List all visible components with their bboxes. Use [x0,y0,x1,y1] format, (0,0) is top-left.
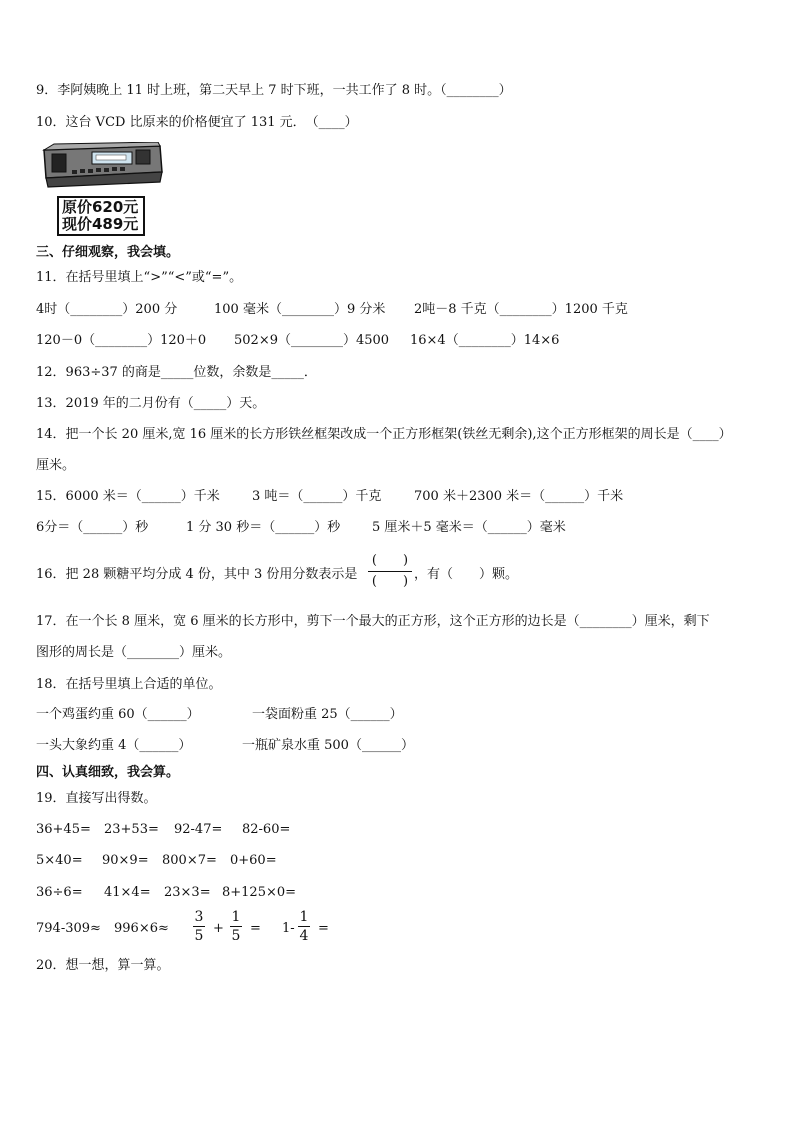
unit-item: 一个鸡蛋约重 60（______） [36,707,200,722]
question-18-row-2 [36,737,414,755]
question-17-line-2: 图形的周长是（________）厘米。 [36,645,232,660]
question-20: 20．想一想，算一算。 [36,958,170,973]
question-16-text: 16．把 28 颗糖平均分成 4 份，其中 3 份用分数表示是 [36,567,358,582]
calc-row [36,852,277,870]
calc-item: 41×4= [104,885,151,900]
blank-fraction [368,553,412,590]
question-17-line-1: 17．在一个长 8 厘米，宽 6 厘米的长方形中，剪下一个最大的正方形，这个正方形的边长是（________）厘米，剩下 [36,614,710,629]
calc-item: 5×40= [36,853,83,868]
fraction-denominator: 5 [231,928,241,944]
unit-item: 一瓶矿泉水重 500（______） [242,738,414,753]
unit-item: 一袋面粉重 25（______） [252,707,403,722]
compare-item: 4时（________）200 分 [36,302,178,317]
calc-item: 800×7= [162,853,217,868]
compare-item: 16×4（________）14×6 [410,333,560,348]
blank-denominator: ( ) [371,574,409,589]
one-minus: 1- [282,921,295,936]
fraction-bar [230,926,242,927]
plus-sign: + [213,921,224,936]
question-16-after: ，有（ ）颗。 [414,567,519,582]
unit-item: 一头大象约重 4（______） [36,738,192,753]
fraction-numerator: 1 [231,909,241,925]
question-15-row-2 [36,519,566,537]
current-price: 现价489元 [62,215,139,233]
calc-item: 36+45= [36,822,91,837]
question-13: 13．2019 年的二月份有（_____）天。 [36,396,266,411]
fraction-bar [298,926,310,927]
question-11-row-1 [36,301,628,319]
compare-item: 2吨－8 千克（________）1200 千克 [414,302,628,317]
fraction-bar [193,926,205,927]
vcd-player-image [40,142,164,188]
compare-item: 502×9（________）4500 [234,333,390,348]
question-10: 10．这台 VCD 比原来的价格便宜了 131 元． （____） [36,115,358,130]
conversion-item: 15．6000 米＝（______）千米 [36,489,220,504]
calc-item: 90×9= [102,853,149,868]
question-9: 9．李阿姨晚上 11 时上班，第二天早上 7 时下班，一共工作了 8 时。（________） [36,83,512,98]
original-price: 原价620元 [62,198,139,216]
blank-numerator: ( ) [371,553,409,568]
fraction-bar [368,571,412,572]
question-18: 18．在括号里填上合适的单位。 [36,677,222,692]
calc-row [36,884,296,902]
question-12: 12．963÷37 的商是_____位数，余数是_____． [36,365,317,380]
question-11: 11．在括号里填上“>”“<”或“=”。 [36,270,243,285]
compare-item: 100 毫米（________）9 分米 [214,302,386,317]
fraction [193,909,205,944]
conversion-item: 3 吨＝（______）千克 [252,489,382,504]
calc-item: 23+53= [104,822,159,837]
question-14-line-1: 14．把一个长 20 厘米,宽 16 厘米的长方形铁丝框架改成一个正方形框架(铁丝无剩余),这个正方形框架的周长是（____） [36,427,732,442]
conversion-item: 6分＝（______）秒 [36,520,149,535]
compare-item: 120－0（________）120＋0 [36,333,207,348]
question-15-row-1 [36,488,623,506]
fraction [298,909,310,944]
section-4-heading: 四、认真细致，我会算。 [36,765,180,780]
calc-item: 92-47= [174,822,223,837]
conversion-item: 5 厘米＋5 毫米＝（______）毫米 [372,520,566,535]
calc-item: 82-60= [242,822,291,837]
fraction-denominator: 4 [299,928,309,944]
fraction-numerator: 3 [194,909,204,925]
fraction [230,909,242,944]
fraction-denominator: 5 [194,928,204,944]
equals-sign: = [318,921,329,936]
fraction-numerator: 1 [299,909,309,925]
conversion-item: 700 米＋2300 米＝（______）千米 [414,489,624,504]
equals-sign: = [250,921,261,936]
estimate-item: 794-309≈ [36,921,101,936]
question-11-row-2 [36,332,559,350]
calc-row [36,821,290,839]
estimate-item: 996×6≈ [114,921,169,936]
price-box [57,196,145,236]
section-3-heading: 三、仔细观察，我会填。 [36,245,180,260]
calc-item: 0+60= [230,853,277,868]
calc-item: 8+125×0= [222,885,297,900]
question-19: 19．直接写出得数。 [36,791,157,806]
calc-item: 36÷6= [36,885,83,900]
question-14-line-2: 厘米。 [36,458,76,473]
question-18-row-1 [36,706,403,724]
conversion-item: 1 分 30 秒＝（______）秒 [186,520,341,535]
calc-item: 23×3= [164,885,211,900]
